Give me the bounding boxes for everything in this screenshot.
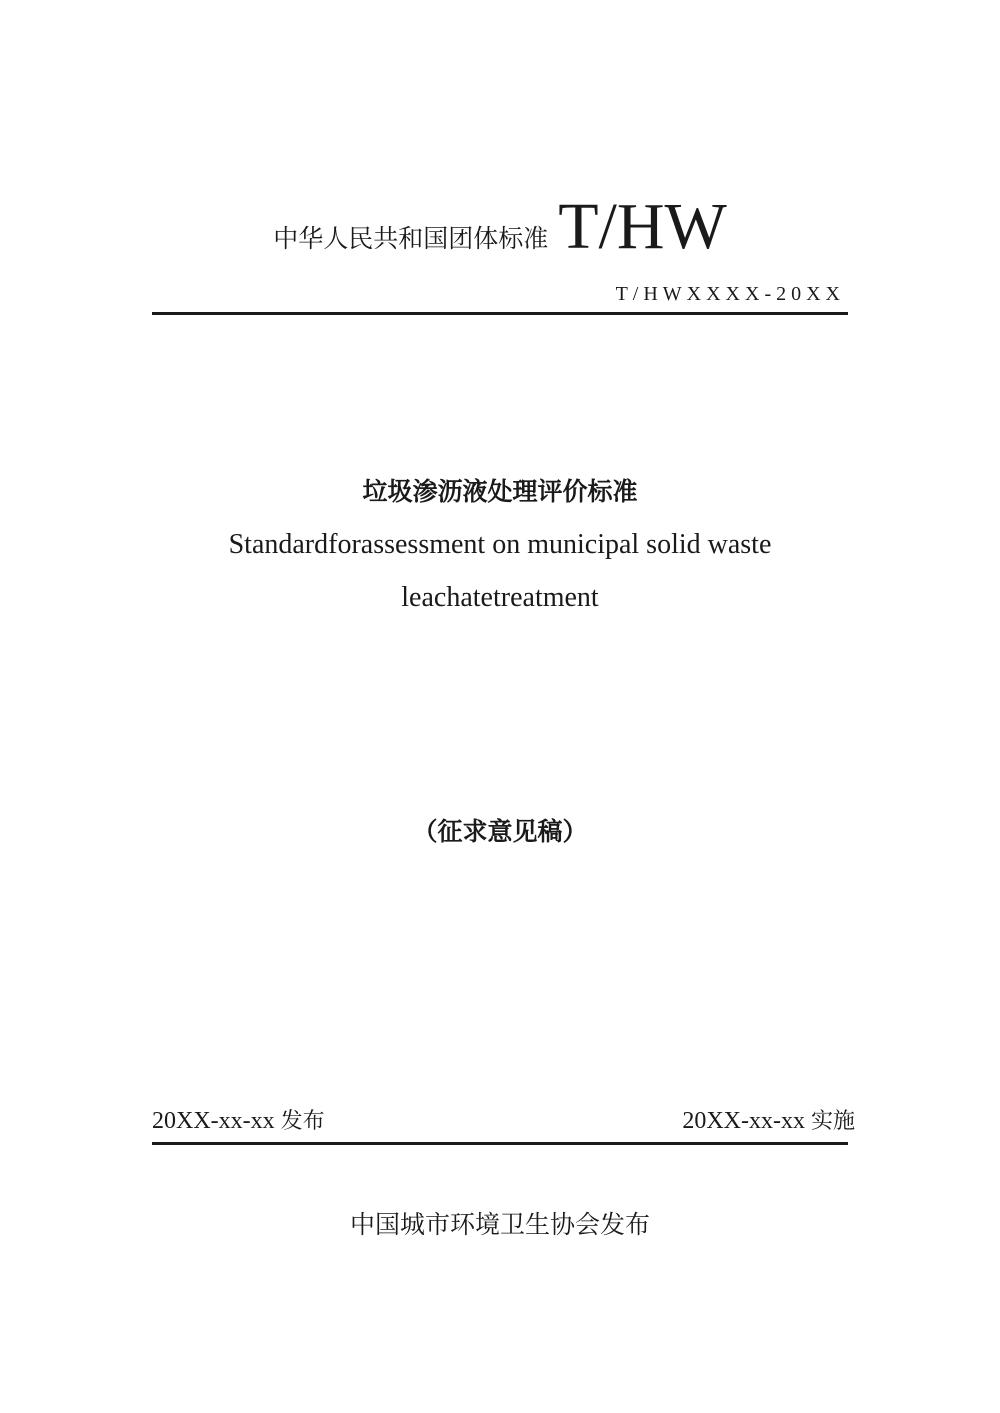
standard-number: T/HWXXXX-20XX <box>615 283 845 305</box>
publish-label: 发布 <box>280 1109 325 1134</box>
implement-date: 20XX-xx-xx <box>682 1108 805 1134</box>
document-title-cn: 垃圾渗沥液处理评价标准 <box>362 477 638 506</box>
top-divider <box>152 312 848 315</box>
document-title-en-line1: Standardforassessment on municipal solid waste <box>228 529 772 560</box>
publish-date-block <box>152 1104 325 1135</box>
publish-date: 20XX-xx-xx <box>152 1108 275 1134</box>
standard-type-label: 中华人民共和国团体标准 <box>273 224 549 253</box>
bottom-divider <box>152 1142 848 1145</box>
publisher: 中国城市环境卫生协会发布 <box>349 1210 650 1239</box>
implement-label: 实施 <box>810 1109 855 1134</box>
draft-status: （征求意见稿） <box>412 817 588 846</box>
standard-code: T/HW <box>558 190 727 263</box>
document-title-en-line2: leachatetreatment <box>401 582 599 613</box>
implement-date-block <box>600 1104 855 1135</box>
standard-header <box>150 190 850 263</box>
